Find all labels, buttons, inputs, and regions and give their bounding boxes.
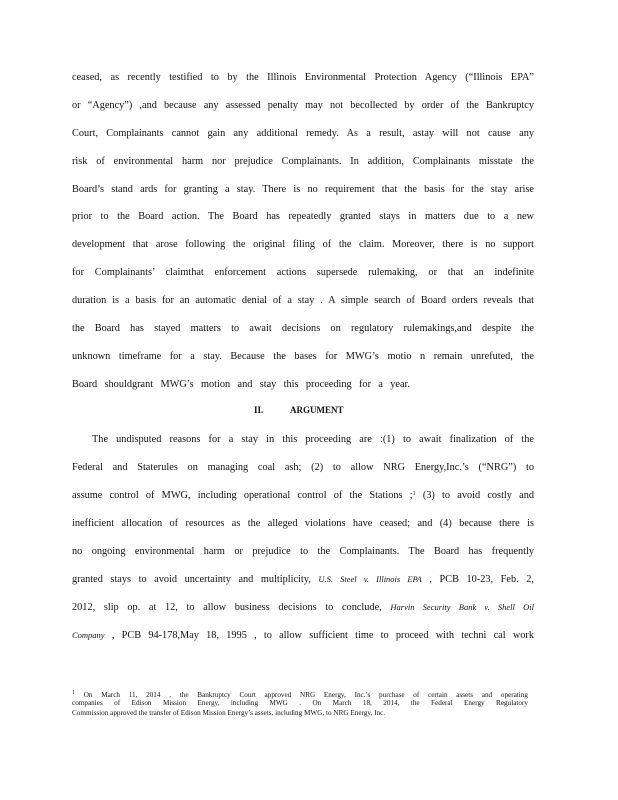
footnote-marker: 1	[72, 690, 75, 696]
body-line: risk of environmental harm nor prejudice Complainants. In addition, Complainants misstate the	[72, 156, 534, 167]
body-text: , PCB 94-178,May 18, 1995 , to allow sufficient time to proceed with techni cal work	[111, 630, 535, 641]
section-title: ARGUMENT	[290, 405, 344, 415]
body-line: unknown timeframe for a stay. Because the bases for MWG’s motio n remain unrefuted, the	[72, 351, 534, 362]
body-text: 2012, slip op. at 12, to allow business decisions to conclude,	[72, 602, 382, 613]
case-name: Harvin Security Bank v. Shell Oil	[390, 602, 534, 612]
citation-line	[72, 602, 534, 613]
body-line: the Board has stayed matters to await decisions on regulatory rulemakings,and despite the	[72, 323, 534, 334]
body-text: , PCB 10-23, Feb. 2,	[429, 574, 534, 585]
body-line: for Complainants’ claimthat enforcement actions supersede rulemaking, or that an indefinite	[72, 267, 534, 278]
body-line: Board’s stand ards for granting a stay. There is no requirement that the basis for the stay arise	[72, 184, 534, 195]
body-line: or “Agency”) ,and because any assessed penalty may not becollected by order of the Bankruptcy	[72, 100, 534, 111]
body-line: Board shouldgrant MWG’s motion and stay this proceeding for a year.	[72, 379, 410, 390]
footnote-line: companies of Edison Mission Energy, including MWG . On March 18, 2014, the Federal Energy Regulatory	[72, 699, 528, 707]
body-line: ceased, as recently testified to by the Illinois Environmental Protection Agency (“Illinois EPA”	[72, 72, 534, 83]
body-line: duration is a basis for an automatic denial of a stay . A simple search of Board orders reveals that	[72, 295, 534, 306]
body-line	[72, 490, 534, 501]
case-name: Company	[72, 630, 105, 640]
case-name: U.S. Steel v. Illinois EPA	[318, 574, 422, 584]
body-line: Federal and Staterules on managing coal ash; (2) to allow NRG Energy,Inc.’s (“NRG”) to	[72, 462, 534, 473]
body-line: prior to the Board action. The Board has repeatedly granted stays in matters due to a new	[72, 211, 534, 222]
body-line: Court, Complainants cannot gain any additional remedy. As a result, astay will not cause any	[72, 128, 534, 139]
footnote-line: Commission approved the transfer of Edison Mission Energy’s assets, including MWG, to NRG Energy, Inc.	[72, 709, 386, 717]
footnote-text: On March 11, 2014 , the Bankruptcy Court approved NRG Energy, Inc.’s purchase of certain assets and operating	[83, 691, 528, 699]
footnote-reference[interactable]: 1	[412, 491, 416, 497]
body-line: development that arose following the original filing of the claim. Moreover, there is no support	[72, 239, 534, 250]
body-text: assume control of MWG, including operational control of the Stations ;	[72, 490, 413, 501]
body-line: no ongoing environmental harm or prejudice to the Complainants. The Board has frequently	[72, 546, 534, 557]
citation-line	[72, 630, 534, 641]
body-line: inefficient allocation of resources as the alleged violations have ceased; and (4) because there is	[72, 518, 534, 529]
citation-line	[72, 574, 534, 585]
body-text: granted stays to avoid uncertainty and multiplicity,	[72, 574, 311, 585]
body-line: The undisputed reasons for a stay in this proceeding are :(1) to await finalization of the	[92, 434, 534, 445]
body-text: (3) to avoid costly and	[422, 490, 535, 501]
section-number: II.	[254, 405, 264, 415]
